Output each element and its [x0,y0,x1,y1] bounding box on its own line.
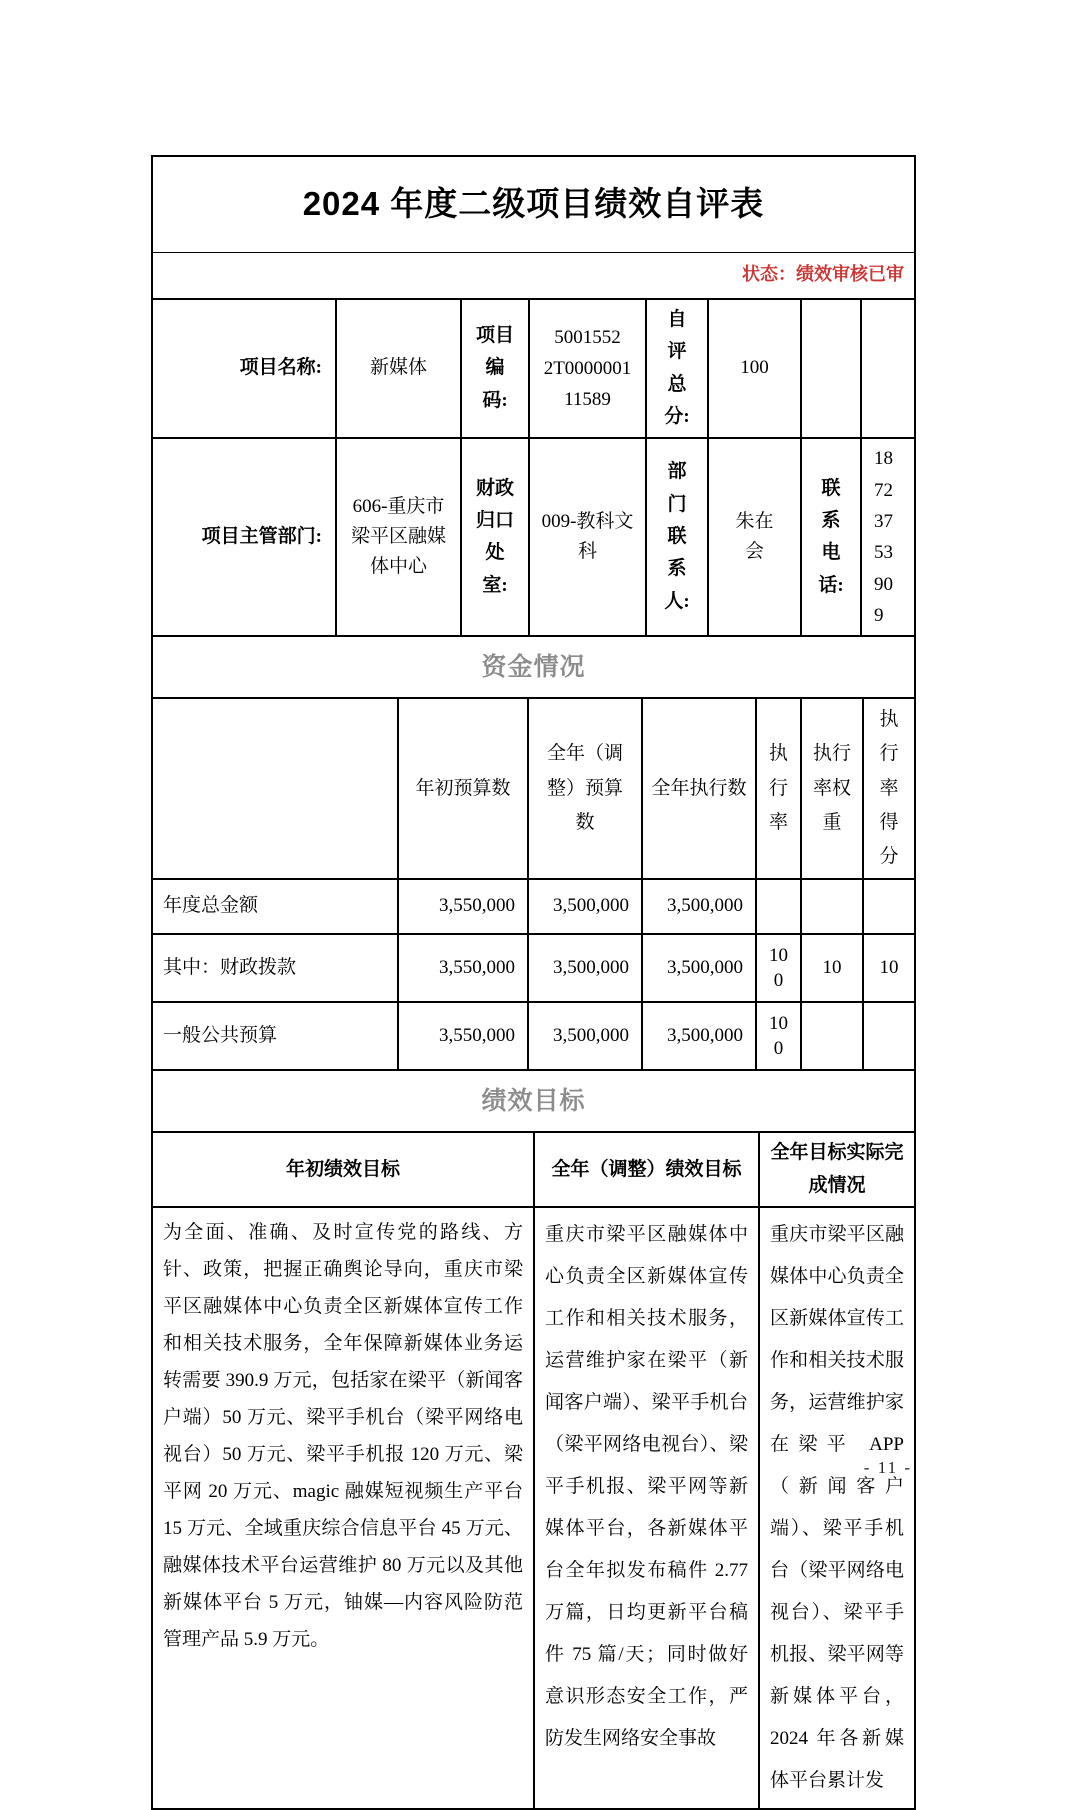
goals-initial-text: 为全面、准确、及时宣传党的路线、方针、政策，把握正确舆论导向，重庆市梁平区融媒体中心负责全区新媒体宣传工作和相关技术服务，全年保障新媒体业务运转需要 390.9 万元，包括家在梁平（新闻客户端）50 万元、梁平手机台（梁平网络电视台）50 万元、梁平手机报 120 万元、梁平网 20 万元、magic 融媒短视频生产平台 15 万元、全域重庆综合信息平台 45 万元、融媒体技术平台运营维护 80 万元以及其他新媒体平台 5 万元，铀媒—内容风险防范管理产品 5.9 万元。 [152,1207,534,1809]
page-title: 2024 年度二级项目绩效自评表 [302,185,765,223]
goals-actual-text: 重庆市梁平区融媒体中心负责全区新媒体宣传工作和相关技术服务，运营维护家在梁平 APP（新闻客户端）、梁平手机台（梁平网络电视台）、梁平手机报、梁平网等新媒体平台，2024 年各新媒体平台累计发 [759,1207,915,1809]
goals-content-row [152,1207,915,1809]
funding-col-executed: 全年执行数 [642,698,756,879]
funding-executed-value: 3,500,000 [642,1002,756,1070]
funding-table [151,697,916,1071]
info-row-1 [152,299,915,438]
funding-score-value [863,1002,915,1070]
funding-initial-value: 3,550,000 [398,1002,528,1070]
contact-label: 部门联系人: [646,438,708,636]
funding-executed-value: 3,500,000 [642,879,756,934]
funding-row-label: 年度总金额 [152,879,398,934]
funding-section-header [151,635,916,699]
project-code-value [529,299,646,438]
funding-row-fiscal [152,934,915,1002]
project-name-label: 项目名称: [152,299,336,438]
self-score-value: 100 [708,299,801,438]
goals-col-adjusted: 全年（调整）绩效目标 [534,1132,759,1207]
status-cell [152,253,915,300]
funding-col-blank [152,698,398,879]
finance-office-value: 009-教科文科 [529,438,646,636]
funding-score-value [863,879,915,934]
project-code-line1: 5001552 [554,326,621,348]
info-row-2 [152,438,915,636]
self-score-label: 自评总分: [646,299,708,438]
funding-score-value: 10 [863,934,915,1002]
funding-rate-value: 100 [756,934,801,1002]
project-info-table [151,298,916,637]
funding-weight-value [801,879,863,934]
project-code-line2: 2T0000001 [543,357,632,379]
funding-executed-value: 3,500,000 [642,934,756,1002]
funding-initial-value: 3,550,000 [398,934,528,1002]
funding-row-label: 一般公共预算 [152,1002,398,1070]
funding-row-public-budget [152,1002,915,1070]
goals-header-row [152,1132,915,1207]
funding-adjusted-value: 3,500,000 [528,1002,642,1070]
dept-value: 606-重庆市梁平区融媒体中心 [336,438,461,636]
funding-col-rate: 执行率 [756,698,801,879]
info-empty-cell-1 [801,299,861,438]
project-name-value: 新媒体 [336,299,461,438]
funding-initial-value: 3,550,000 [398,879,528,934]
finance-office-label: 财政归口处室: [461,438,529,636]
funding-rate-value [756,879,801,934]
phone-value: 18723753909 [861,438,915,636]
page-number: - 11 - [863,1458,912,1477]
goals-header-cell [152,1070,915,1132]
funding-rate-value: 100 [756,1002,801,1070]
title-section [151,155,916,300]
funding-row-total [152,879,915,934]
funding-adjusted-value: 3,500,000 [528,934,642,1002]
goals-adjusted-text: 重庆市梁平区融媒体中心负责全区新媒体宣传工作和相关技术服务，运营维护家在梁平（新闻客户端）、梁平手机台（梁平网络电视台）、梁平手机报、梁平网等新媒体平台，各新媒体平台全年拟发布稿件 2.77 万篇，日均更新平台稿件 75 篇/天；同时做好意识形态安全工作，严防发生网络安全事故 [534,1207,759,1809]
funding-col-weight: 执行率权重 [801,698,863,879]
goals-col-initial: 年初绩效目标 [152,1132,534,1207]
funding-weight-value: 10 [801,934,863,1002]
funding-col-initial: 年初预算数 [398,698,528,879]
funding-row-label: 其中：财政拨款 [152,934,398,1002]
funding-section-title: 资金情况 [481,653,586,682]
title-cell [152,156,915,253]
funding-weight-value [801,1002,863,1070]
evaluation-form [151,155,914,1810]
funding-header-cell [152,636,915,698]
phone-label: 联系电话: [801,438,861,636]
funding-adjusted-value: 3,500,000 [528,879,642,934]
info-empty-cell-2 [861,299,915,438]
contact-value: 朱在会 [708,438,801,636]
goals-col-actual: 全年目标实际完成情况 [759,1132,915,1207]
status-badge: 状态：绩效审核已审 [742,264,904,285]
goals-section-header [151,1069,916,1133]
funding-header-row [152,698,915,879]
project-code-line3: 11589 [564,389,611,411]
funding-col-adjusted: 全年（调整）预算数 [528,698,642,879]
funding-col-score: 执行率得分 [863,698,915,879]
dept-label: 项目主管部门: [152,438,336,636]
goals-section-title: 绩效目标 [481,1087,586,1116]
project-code-label: 项目编码: [461,299,529,438]
